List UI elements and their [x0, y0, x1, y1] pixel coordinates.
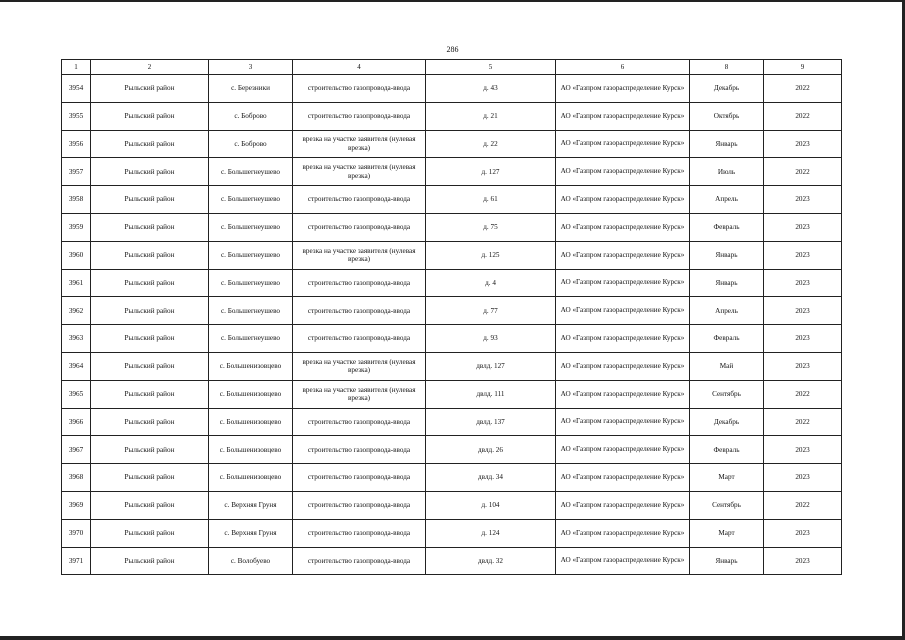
settlement-cell: с. Большегнеушево — [209, 213, 293, 241]
address-cell: д. 93 — [426, 325, 556, 353]
table-header-row — [62, 60, 842, 75]
settlement-cell: с. Боброво — [209, 130, 293, 158]
settlement-cell: с. Березники — [209, 75, 293, 103]
month-cell: Май — [690, 352, 764, 380]
table-row — [62, 408, 842, 436]
row-number-cell: 3959 — [62, 213, 91, 241]
month-cell: Сентябрь — [690, 380, 764, 408]
month-cell: Апрель — [690, 297, 764, 325]
address-cell: двлд. 32 — [426, 547, 556, 575]
address-cell: двлд. 127 — [426, 352, 556, 380]
table-row — [62, 213, 842, 241]
month-cell: Январь — [690, 547, 764, 575]
organization-cell: АО «Газпром газораспределение Курск» — [556, 269, 690, 297]
table-row — [62, 130, 842, 158]
address-cell: д. 127 — [426, 158, 556, 186]
column-header: 1 — [62, 60, 91, 75]
organization-cell: АО «Газпром газораспределение Курск» — [556, 352, 690, 380]
settlement-cell: с. Большенизовцево — [209, 408, 293, 436]
row-number-cell: 3962 — [62, 297, 91, 325]
row-number-cell: 3954 — [62, 75, 91, 103]
settlement-cell: с. Большегнеушево — [209, 158, 293, 186]
page-number: 286 — [446, 45, 459, 54]
organization-cell: АО «Газпром газораспределение Курск» — [556, 130, 690, 158]
month-cell: Февраль — [690, 436, 764, 464]
address-cell: двлд. 26 — [426, 436, 556, 464]
year-cell: 2023 — [764, 269, 842, 297]
year-cell: 2023 — [764, 547, 842, 575]
table-row — [62, 102, 842, 130]
district-cell: Рыльский район — [91, 519, 209, 547]
table-row — [62, 436, 842, 464]
work-type-cell: строительство газопровода-ввода — [293, 408, 426, 436]
address-cell: д. 124 — [426, 519, 556, 547]
year-cell: 2023 — [764, 325, 842, 353]
organization-cell: АО «Газпром газораспределение Курск» — [556, 491, 690, 519]
work-type-cell: врезка на участке заявителя (нулевая врезка) — [293, 241, 426, 269]
settlement-cell: с. Большенизовцево — [209, 352, 293, 380]
table-row — [62, 297, 842, 325]
work-type-cell: строительство газопровода-ввода — [293, 213, 426, 241]
month-cell: Октябрь — [690, 102, 764, 130]
district-cell: Рыльский район — [91, 491, 209, 519]
work-type-cell: врезка на участке заявителя (нулевая врезка) — [293, 380, 426, 408]
work-type-cell: строительство газопровода-ввода — [293, 436, 426, 464]
column-header: 8 — [690, 60, 764, 75]
work-type-cell: строительство газопровода-ввода — [293, 325, 426, 353]
year-cell: 2022 — [764, 491, 842, 519]
year-cell: 2022 — [764, 158, 842, 186]
address-cell: д. 4 — [426, 269, 556, 297]
month-cell: Сентябрь — [690, 491, 764, 519]
table-row — [62, 325, 842, 353]
scan-border-bottom — [0, 636, 905, 640]
registry-table — [61, 59, 842, 575]
year-cell: 2023 — [764, 519, 842, 547]
month-cell: Март — [690, 519, 764, 547]
organization-cell: АО «Газпром газораспределение Курск» — [556, 102, 690, 130]
table-row — [62, 519, 842, 547]
row-number-cell: 3957 — [62, 158, 91, 186]
work-type-cell: строительство газопровода-ввода — [293, 269, 426, 297]
table-row — [62, 547, 842, 575]
district-cell: Рыльский район — [91, 102, 209, 130]
year-cell: 2023 — [764, 352, 842, 380]
district-cell: Рыльский район — [91, 75, 209, 103]
organization-cell: АО «Газпром газораспределение Курск» — [556, 241, 690, 269]
column-header: 3 — [209, 60, 293, 75]
address-cell: д. 22 — [426, 130, 556, 158]
year-cell: 2023 — [764, 130, 842, 158]
work-type-cell: строительство газопровода-ввода — [293, 297, 426, 325]
settlement-cell: с. Верхняя Груня — [209, 519, 293, 547]
organization-cell: АО «Газпром газораспределение Курск» — [556, 75, 690, 103]
settlement-cell: с. Большегнеушево — [209, 297, 293, 325]
column-header: 5 — [426, 60, 556, 75]
district-cell: Рыльский район — [91, 241, 209, 269]
district-cell: Рыльский район — [91, 186, 209, 214]
address-cell: д. 61 — [426, 186, 556, 214]
settlement-cell: с. Волобуево — [209, 547, 293, 575]
row-number-cell: 3960 — [62, 241, 91, 269]
table-row — [62, 491, 842, 519]
address-cell: двлд. 111 — [426, 380, 556, 408]
table-row — [62, 380, 842, 408]
row-number-cell: 3968 — [62, 464, 91, 492]
work-type-cell: строительство газопровода-ввода — [293, 186, 426, 214]
year-cell: 2022 — [764, 408, 842, 436]
row-number-cell: 3964 — [62, 352, 91, 380]
year-cell: 2022 — [764, 102, 842, 130]
address-cell: д. 43 — [426, 75, 556, 103]
address-cell: д. 75 — [426, 213, 556, 241]
row-number-cell: 3969 — [62, 491, 91, 519]
settlement-cell: с. Большенизовцево — [209, 464, 293, 492]
work-type-cell: строительство газопровода-ввода — [293, 491, 426, 519]
row-number-cell: 3961 — [62, 269, 91, 297]
organization-cell: АО «Газпром газораспределение Курск» — [556, 436, 690, 464]
district-cell: Рыльский район — [91, 436, 209, 464]
table-row — [62, 241, 842, 269]
organization-cell: АО «Газпром газораспределение Курск» — [556, 519, 690, 547]
column-header: 6 — [556, 60, 690, 75]
month-cell: Январь — [690, 269, 764, 297]
work-type-cell: строительство газопровода-ввода — [293, 519, 426, 547]
table-row — [62, 352, 842, 380]
organization-cell: АО «Газпром газораспределение Курск» — [556, 213, 690, 241]
table-row — [62, 269, 842, 297]
row-number-cell: 3955 — [62, 102, 91, 130]
work-type-cell: строительство газопровода-ввода — [293, 75, 426, 103]
work-type-cell: строительство газопровода-ввода — [293, 464, 426, 492]
settlement-cell: с. Большегнеушево — [209, 325, 293, 353]
year-cell: 2023 — [764, 213, 842, 241]
organization-cell: АО «Газпром газораспределение Курск» — [556, 297, 690, 325]
district-cell: Рыльский район — [91, 352, 209, 380]
organization-cell: АО «Газпром газораспределение Курск» — [556, 325, 690, 353]
work-type-cell: врезка на участке заявителя (нулевая врезка) — [293, 158, 426, 186]
month-cell: Апрель — [690, 186, 764, 214]
address-cell: д. 77 — [426, 297, 556, 325]
month-cell: Февраль — [690, 325, 764, 353]
row-number-cell: 3963 — [62, 325, 91, 353]
row-number-cell: 3970 — [62, 519, 91, 547]
work-type-cell: врезка на участке заявителя (нулевая врезка) — [293, 130, 426, 158]
year-cell: 2022 — [764, 75, 842, 103]
year-cell: 2023 — [764, 186, 842, 214]
scan-border-top — [0, 0, 905, 2]
row-number-cell: 3958 — [62, 186, 91, 214]
district-cell: Рыльский район — [91, 158, 209, 186]
district-cell: Рыльский район — [91, 297, 209, 325]
settlement-cell: с. Большегнеушево — [209, 269, 293, 297]
settlement-cell: с. Боброво — [209, 102, 293, 130]
month-cell: Январь — [690, 241, 764, 269]
year-cell: 2023 — [764, 241, 842, 269]
address-cell: двлд. 137 — [426, 408, 556, 436]
table-row — [62, 158, 842, 186]
settlement-cell: с. Большегнеушево — [209, 241, 293, 269]
column-header: 4 — [293, 60, 426, 75]
month-cell: Июль — [690, 158, 764, 186]
month-cell: Март — [690, 464, 764, 492]
organization-cell: АО «Газпром газораспределение Курск» — [556, 380, 690, 408]
district-cell: Рыльский район — [91, 408, 209, 436]
organization-cell: АО «Газпром газораспределение Курск» — [556, 547, 690, 575]
settlement-cell: с. Большенизовцево — [209, 380, 293, 408]
year-cell: 2022 — [764, 380, 842, 408]
district-cell: Рыльский район — [91, 213, 209, 241]
settlement-cell: с. Большенизовцево — [209, 436, 293, 464]
row-number-cell: 3967 — [62, 436, 91, 464]
year-cell: 2023 — [764, 297, 842, 325]
district-cell: Рыльский район — [91, 547, 209, 575]
district-cell: Рыльский район — [91, 325, 209, 353]
work-type-cell: строительство газопровода-ввода — [293, 102, 426, 130]
settlement-cell: с. Большегнеушево — [209, 186, 293, 214]
work-type-cell: строительство газопровода-ввода — [293, 547, 426, 575]
address-cell: д. 104 — [426, 491, 556, 519]
row-number-cell: 3965 — [62, 380, 91, 408]
district-cell: Рыльский район — [91, 380, 209, 408]
row-number-cell: 3971 — [62, 547, 91, 575]
row-number-cell: 3966 — [62, 408, 91, 436]
column-header: 2 — [91, 60, 209, 75]
month-cell: Декабрь — [690, 408, 764, 436]
row-number-cell: 3956 — [62, 130, 91, 158]
table-row — [62, 186, 842, 214]
work-type-cell: врезка на участке заявителя (нулевая врезка) — [293, 352, 426, 380]
organization-cell: АО «Газпром газораспределение Курск» — [556, 186, 690, 214]
district-cell: Рыльский район — [91, 130, 209, 158]
address-cell: д. 125 — [426, 241, 556, 269]
organization-cell: АО «Газпром газораспределение Курск» — [556, 464, 690, 492]
month-cell: Февраль — [690, 213, 764, 241]
district-cell: Рыльский район — [91, 269, 209, 297]
district-cell: Рыльский район — [91, 464, 209, 492]
table-row — [62, 464, 842, 492]
year-cell: 2023 — [764, 436, 842, 464]
settlement-cell: с. Верхняя Груня — [209, 491, 293, 519]
year-cell: 2023 — [764, 464, 842, 492]
address-cell: двлд. 34 — [426, 464, 556, 492]
column-header: 9 — [764, 60, 842, 75]
organization-cell: АО «Газпром газораспределение Курск» — [556, 158, 690, 186]
month-cell: Январь — [690, 130, 764, 158]
address-cell: д. 21 — [426, 102, 556, 130]
month-cell: Декабрь — [690, 75, 764, 103]
table-row — [62, 75, 842, 103]
organization-cell: АО «Газпром газораспределение Курск» — [556, 408, 690, 436]
